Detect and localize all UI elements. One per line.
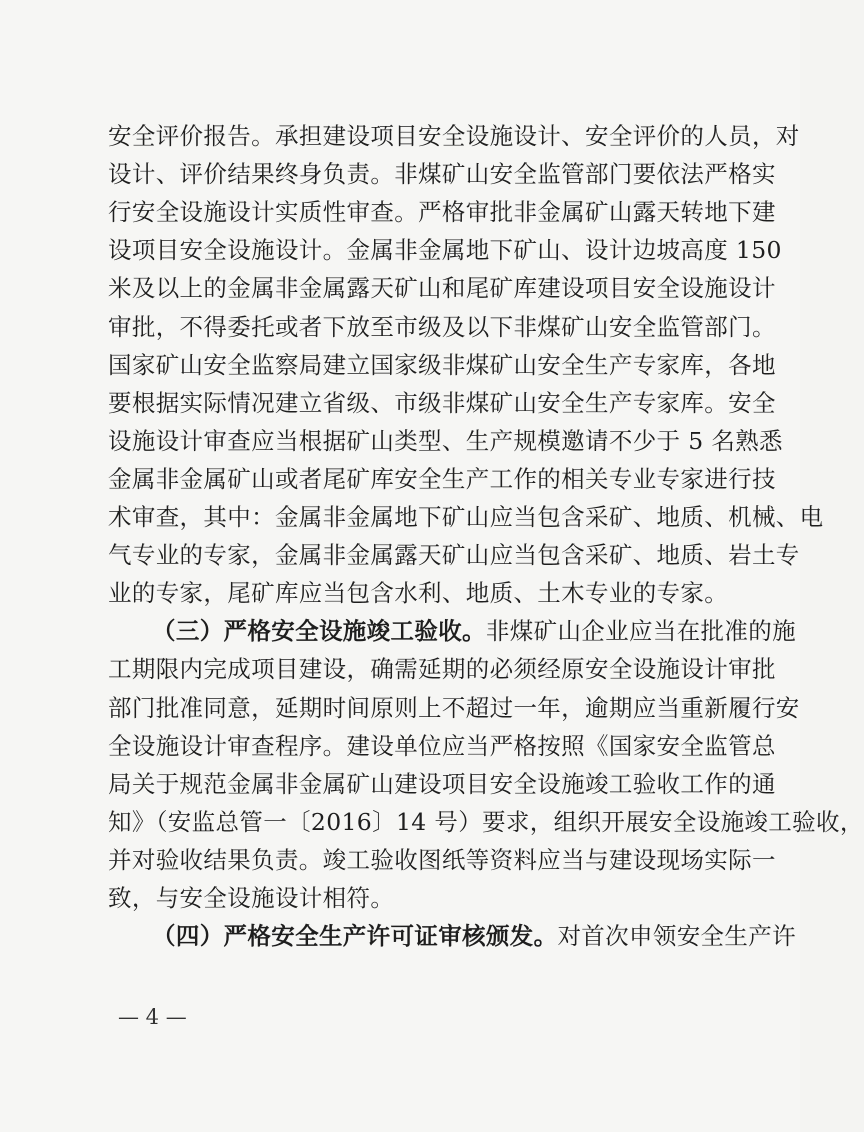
text-line: 设计、评价结果终身负责。非煤矿山安全监管部门要依法严格实 (108, 160, 776, 189)
text-line: 行安全设施设计实质性审查。严格审批非金属矿山露天转地下建 (108, 198, 776, 227)
section-heading: （四）严格安全生产许可证审核颁发。 (152, 922, 558, 951)
section-heading-line (152, 916, 796, 956)
text-line: 术审查，其中：金属非金属地下矿山应当包含采矿、地质、机械、电 (108, 503, 824, 531)
text-line: 工期限内完成项目建设，确需延期的必须经原安全设施设计审批 (108, 655, 776, 684)
section-heading-line (152, 611, 796, 651)
page-number: — 4 — (118, 1005, 187, 1029)
text-line: 安全评价报告。承担建设项目安全设施设计、安全评价的人员，对 (108, 122, 800, 150)
text-line: 部门批准同意，延期时间原则上不超过一年，逾期应当重新履行安 (108, 693, 800, 722)
text-line: 气专业的专家，金属非金属露天矿山应当包含采矿、地质、岩土专 (108, 541, 800, 570)
text-line: 金属非金属矿山或者尾矿库安全生产工作的相关专业专家进行技 (108, 464, 776, 493)
text-line: 米及以上的金属非金属露天矿山和尾矿库建设项目安全设施设计 (108, 274, 776, 303)
section-heading-continuation: 对首次申领安全生产许 (557, 922, 796, 951)
section-heading-continuation: 非煤矿山企业应当在批准的施 (485, 617, 796, 646)
section-heading: （三）严格安全设施竣工验收。 (152, 617, 486, 646)
text-line: 审批，不得委托或者下放至市级及以下非煤矿山安全监管部门。 (108, 312, 776, 341)
text-line: 设施设计审查应当根据矿山类型、生产规模邀请不少于 5 名熟悉 (108, 426, 783, 455)
text-line: 全设施设计审查程序。建设单位应当严格按照《国家安全监管总 (108, 731, 776, 760)
text-line: 设项目安全设施设计。金属非金属地下矿山、设计边坡高度 150 (108, 236, 782, 265)
text-line: 业的专家，尾矿库应当包含水利、地质、土木专业的专家。 (108, 579, 729, 608)
text-line: 知》（安监总管一〔2016〕14 号）要求，组织开展安全设施竣工验收， (108, 807, 864, 836)
text-line: 要根据实际情况建立省级、市级非煤矿山安全生产专家库。安全 (108, 388, 776, 417)
text-line: 局关于规范金属非金属矿山建设项目安全设施竣工验收工作的通 (108, 769, 776, 798)
text-line: 并对验收结果负责。竣工验收图纸等资料应当与建设现场实际一 (108, 845, 776, 874)
text-line: 致，与安全设施设计相符。 (108, 884, 395, 912)
text-line: 国家矿山安全监察局建立国家级非煤矿山安全生产专家库，各地 (108, 350, 776, 379)
